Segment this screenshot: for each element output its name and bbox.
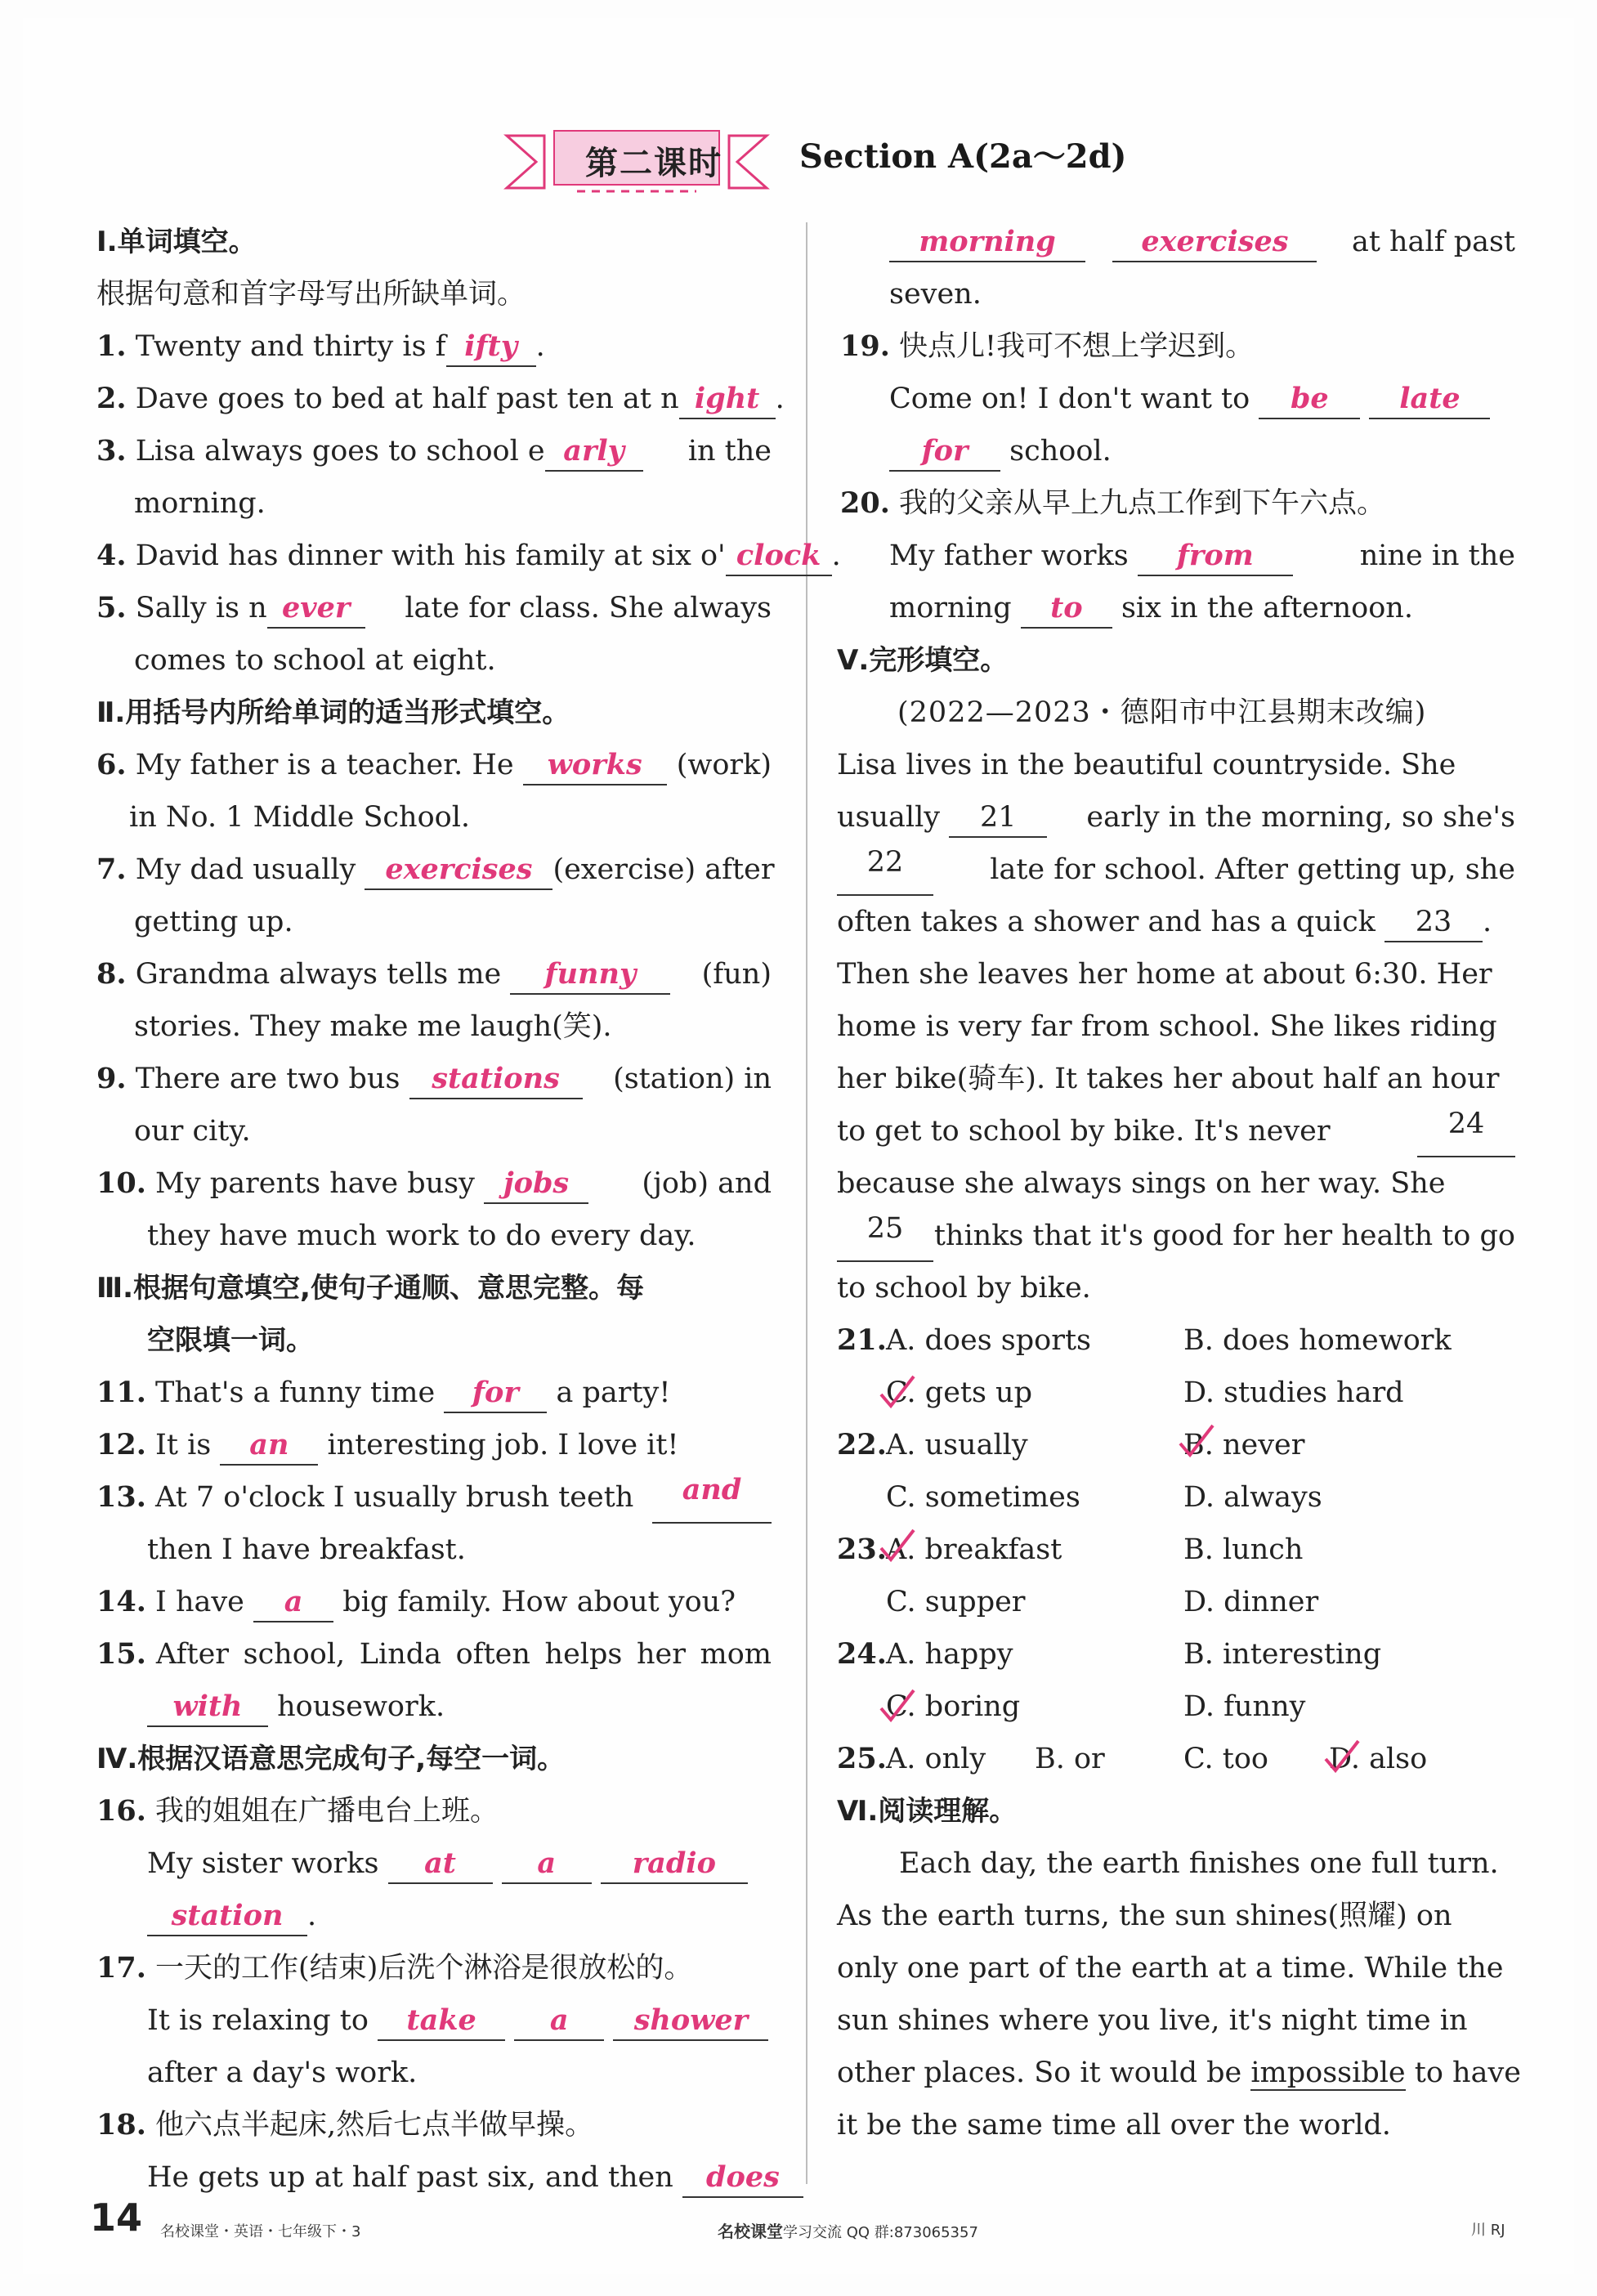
question-15: 15. After school, Linda often helps her mom <box>96 1637 772 1671</box>
question-14: 14. I have a big family. How about you? <box>96 1576 772 1628</box>
cloze-blank-24[interactable]: 24 <box>1417 1105 1515 1157</box>
option-row-23b <box>837 1576 1515 1628</box>
part1-instruction: 根据句意和首字母写出所缺单词。 <box>96 278 526 311</box>
option-d[interactable]: D. studies hard <box>1183 1376 1404 1409</box>
option-d[interactable]: D. always <box>1183 1481 1322 1514</box>
question-4: 4. David has dinner with his family at six o' clock . <box>96 530 772 582</box>
option-c[interactable]: C. boring <box>886 1690 1021 1723</box>
answer-blank[interactable]: arly <box>545 432 643 472</box>
answer-blank[interactable]: late <box>1369 380 1490 419</box>
question-6-cont: in No. 1 Middle School. <box>129 801 471 834</box>
part6-heading: Ⅵ.阅读理解。 <box>837 1795 1018 1828</box>
option-row-21: 21. A. does sports B. does homework <box>837 1314 1515 1367</box>
answer-blank[interactable]: ight <box>679 380 776 419</box>
question-2: 2. Dave goes to bed at half past ten at n ight . <box>96 373 772 425</box>
question-16: 16. 我的姐姐在广播电台上班。 <box>96 1794 499 1828</box>
option-b[interactable]: B. interesting <box>1183 1638 1382 1671</box>
option-d[interactable]: D. funny <box>1183 1690 1306 1723</box>
answer-blank[interactable]: ifty <box>446 328 536 367</box>
question-10: 10. My parents have busy jobs (job) and <box>96 1157 772 1210</box>
footer-edition: 川 RJ <box>1471 2222 1505 2239</box>
question-5: 5. Sally is n ever late for class. She always <box>96 582 772 634</box>
answer-blank[interactable]: a <box>514 2002 604 2041</box>
question-19-en: Come on! I don't want to be late <box>837 373 1515 425</box>
question-18-cont2: seven. <box>889 278 982 311</box>
passage-line: 25 thinks that it's good for her health to go <box>837 1210 1515 1262</box>
answer-blank[interactable]: for <box>889 432 1000 472</box>
question-3: 3. Lisa always goes to school e arly in the <box>96 425 772 477</box>
lesson-banner-label: 第二课时 <box>585 145 722 182</box>
passage-line: home is very far from school. She likes riding <box>837 1010 1497 1043</box>
checkmark-icon <box>878 1373 917 1412</box>
option-d[interactable]: D. also <box>1329 1743 1428 1775</box>
part5-heading: Ⅴ.完形填空。 <box>837 644 1009 677</box>
answer-blank[interactable]: with <box>147 1688 268 1727</box>
option-row-22: 22. A. usually B. never <box>837 1419 1515 1471</box>
right-column <box>837 216 1521 2151</box>
part4-heading: Ⅳ.根据汉语意思完成句子,每空一词。 <box>96 1743 566 1775</box>
option-c[interactable]: C. supper <box>886 1586 1026 1618</box>
option-b[interactable]: B. does homework <box>1183 1324 1452 1357</box>
footer-book-info: 名校课堂・英语・七年级下・3 <box>160 2223 361 2240</box>
passage-line: to get to school by bike. It's never 24 <box>837 1105 1515 1157</box>
question-9-cont: our city. <box>134 1115 251 1148</box>
answer-blank[interactable]: to <box>1021 589 1112 629</box>
passage-line: her bike(骑车). It takes her about half an hour <box>837 1063 1500 1095</box>
question-17: 17. 一天的工作(结束)后洗个淋浴是很放松的。 <box>96 1951 693 1985</box>
passage-line: to school by bike. <box>837 1272 1091 1305</box>
passage-line: usually 21 early in the morning, so she's <box>837 791 1515 844</box>
option-a[interactable]: A. does sports <box>886 1324 1091 1357</box>
question-7-cont: getting up. <box>134 906 293 938</box>
answer-blank[interactable]: be <box>1259 380 1360 419</box>
checkmark-icon <box>1322 1738 1362 1777</box>
answer-blank[interactable]: take <box>378 2002 505 2041</box>
option-row-23: 23. A. breakfast B. lunch <box>837 1524 1515 1576</box>
answer-blank[interactable]: an <box>220 1426 318 1466</box>
reading-line: Each day, the earth finishes one full turn. <box>899 1847 1499 1880</box>
option-b[interactable]: B. or <box>1035 1743 1105 1775</box>
brand-logo: 名校课堂 <box>718 2222 783 2241</box>
option-c[interactable]: C. gets up <box>886 1376 1032 1409</box>
question-20-cont: morning to six in the afternoon. <box>837 582 1515 634</box>
option-c[interactable]: C. sometimes <box>886 1481 1080 1514</box>
cloze-blank-21[interactable]: 21 <box>949 799 1047 838</box>
question-1: 1. Twenty and thirty is f ifty . <box>96 320 772 373</box>
question-16-cont: station . <box>96 1890 772 1942</box>
footer-qq-group: 名校课堂学习交流 QQ 群:873065357 <box>718 2222 978 2241</box>
option-row-22b <box>837 1471 1515 1524</box>
answer-blank[interactable]: ever <box>267 589 365 629</box>
passage-line: Lisa lives in the beautiful countryside. She <box>837 749 1456 781</box>
option-c[interactable]: C. too <box>1183 1743 1268 1775</box>
column-divider <box>806 222 807 2184</box>
checkmark-icon <box>878 1527 917 1566</box>
question-3-cont: morning. <box>134 487 266 520</box>
question-8-cont: stories. They make me laugh(笑). <box>134 1010 612 1043</box>
answer-blank[interactable]: funny <box>510 956 670 995</box>
question-17-cont: after a day's work. <box>147 2057 418 2089</box>
question-19: 19. 快点儿!我可不想上学迟到。 <box>840 329 1255 363</box>
question-15-cont: with housework. <box>96 1681 772 1733</box>
underlined-word: impossible <box>1250 2057 1406 2089</box>
answer-blank[interactable]: a <box>502 1845 592 1884</box>
cloze-blank-23[interactable]: 23 <box>1385 903 1483 942</box>
checkmark-icon <box>878 1687 917 1726</box>
answer-blank[interactable]: a <box>253 1583 333 1622</box>
option-a[interactable]: A. happy <box>886 1638 1013 1671</box>
part1-heading: Ⅰ.单词填空。 <box>96 226 257 258</box>
question-8: 8. Grandma always tells me funny (fun) <box>96 948 772 1000</box>
answer-blank[interactable]: station <box>147 1897 307 1936</box>
cloze-blank-22[interactable]: 22 <box>837 844 933 896</box>
answer-blank[interactable]: jobs <box>484 1165 588 1204</box>
answer-blank[interactable]: works <box>523 746 667 785</box>
part5-source: (2022—2023・德阳市中江县期末改编) <box>897 696 1427 729</box>
option-a[interactable]: A. only <box>886 1743 986 1775</box>
answer-blank[interactable]: exercises <box>365 851 552 890</box>
question-13: 13. At 7 o'clock I usually brush teeth and <box>96 1471 772 1524</box>
question-18: 18. 他六点半起床,然后七点半做早操。 <box>96 2108 594 2142</box>
question-18-cont: morning exercises at half past <box>837 216 1515 268</box>
answer-blank[interactable]: and <box>652 1471 772 1524</box>
answer-blank[interactable]: radio <box>601 1845 748 1884</box>
option-row-24b <box>837 1681 1515 1733</box>
question-18-en: He gets up at half past six, and then does <box>96 2151 772 2204</box>
reading-line: As the earth turns, the sun shines(照耀) on <box>837 1900 1452 1932</box>
option-b[interactable]: B. never <box>1183 1429 1305 1461</box>
cloze-blank-25[interactable]: 25 <box>837 1210 933 1262</box>
answer-blank[interactable]: at <box>388 1845 493 1884</box>
passage-line: Then she leaves her home at about 6:30. Her <box>837 958 1492 991</box>
option-d[interactable]: D. dinner <box>1183 1586 1319 1618</box>
question-20-en: My father works from nine in the <box>837 530 1515 582</box>
lesson-banner <box>503 129 770 195</box>
option-row-24: 24. A. happy B. interesting <box>837 1628 1515 1681</box>
answer-blank[interactable]: stations <box>409 1060 583 1099</box>
option-row-25: 25. A. only B. or C. too D. also <box>837 1733 1515 1785</box>
question-10-cont: they have much work to do every day. <box>147 1220 696 1252</box>
answer-blank[interactable]: does <box>682 2159 803 2198</box>
question-13-cont: then I have breakfast. <box>147 1533 466 1566</box>
question-9: 9. There are two bus stations (station) in <box>96 1053 772 1105</box>
passage-line: 22 late for school. After getting up, she <box>837 844 1515 896</box>
question-17-en: It is relaxing to take a shower <box>96 1994 772 2047</box>
question-12: 12. It is an interesting job. I love it! <box>96 1419 772 1471</box>
reading-line: only one part of the earth at a time. While the <box>837 1952 1504 1985</box>
question-5-cont: comes to school at eight. <box>134 644 496 677</box>
section-title: Section A(2a～2d) <box>799 137 1127 176</box>
reading-line: sun shines where you live, it's night time in <box>837 2004 1468 2037</box>
answer-blank[interactable]: exercises <box>1112 223 1317 262</box>
question-11: 11. That's a funny time for a party! <box>96 1367 772 1419</box>
answer-blank[interactable]: morning <box>889 223 1085 262</box>
left-column <box>96 216 841 2204</box>
option-a[interactable]: A. usually <box>886 1429 1028 1461</box>
question-19-cont: for school. <box>837 425 1515 477</box>
question-7: 7. My dad usually exercises (exercise) after <box>96 844 772 896</box>
checkmark-icon <box>1177 1422 1216 1461</box>
reading-line: other places. So it would be impossible to have <box>837 2057 1521 2089</box>
part3-heading-cont: 空限填一词。 <box>147 1324 314 1357</box>
option-a[interactable]: A. breakfast <box>886 1533 1062 1566</box>
part2-heading: Ⅱ.用括号内所给单词的适当形式填空。 <box>96 696 570 729</box>
question-20: 20. 我的父亲从早上九点工作到下午六点。 <box>840 486 1386 520</box>
option-b[interactable]: B. lunch <box>1183 1533 1304 1566</box>
answer-blank[interactable]: shower <box>613 2002 768 2041</box>
page-number: 14 <box>90 2195 143 2240</box>
answer-blank[interactable]: clock <box>726 537 832 576</box>
passage-line: often takes a shower and has a quick 23 . <box>837 896 1515 948</box>
passage-line: because she always sings on her way. She <box>837 1167 1446 1200</box>
part3-heading: Ⅲ.根据句意填空,使句子通顺、意思完整。每 <box>96 1272 644 1305</box>
reading-line: it be the same time all over the world. <box>837 2109 1391 2142</box>
answer-blank[interactable]: from <box>1138 537 1293 576</box>
option-row-21b <box>837 1367 1515 1419</box>
question-6: 6. My father is a teacher. He works (work) <box>96 739 772 791</box>
question-16-en: My sister works at a radio <box>96 1837 772 1890</box>
answer-blank[interactable]: for <box>444 1374 547 1413</box>
